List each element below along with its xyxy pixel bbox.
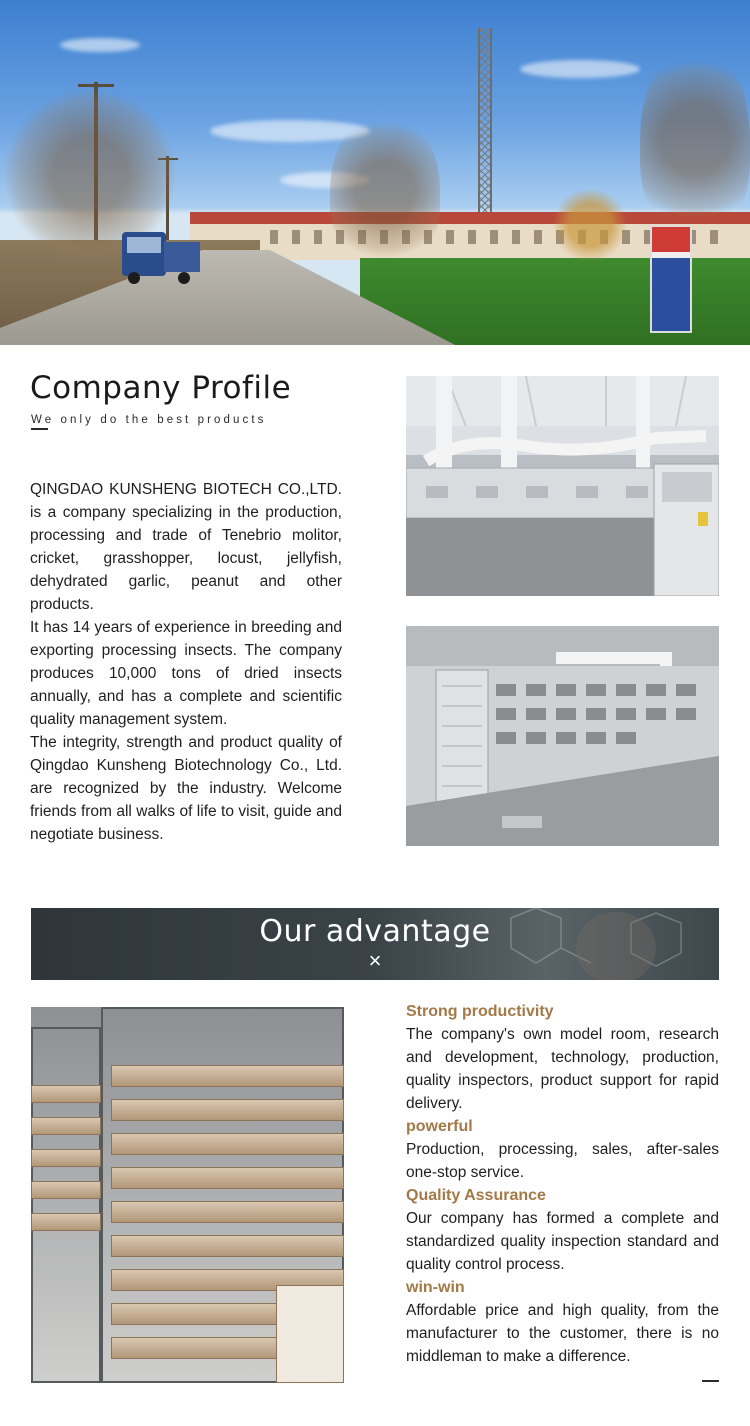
advantage-text: Affordable price and high quality, from the manufacturer to the customer, there is no middleman to make a difference. <box>406 1302 719 1365</box>
profile-paragraph: QINGDAO KUNSHENG BIOTECH CO.,LTD. is a company specializing in the production, processing and trade of Tenebrio molitor, cricket, grasshopper, locust, jellyfish, dehydrated garlic, peanut and other products. <box>30 481 342 613</box>
advantage-list <box>406 1000 719 1368</box>
advantage-text: Production, processing, sales, after-sales one-stop service. <box>406 1141 719 1181</box>
end-divider <box>702 1380 719 1382</box>
advantage-heading: powerful <box>406 1118 473 1135</box>
advantage-item <box>406 1115 719 1184</box>
profile-subtitle: We only do the best products <box>31 414 267 426</box>
advantage-heading: Quality Assurance <box>406 1187 546 1204</box>
advantage-banner <box>31 908 719 980</box>
advantage-heading: Strong productivity <box>406 1003 554 1020</box>
advantage-item <box>406 1184 719 1276</box>
advantage-text: The company's own model room, research and development, technology, production, quality inspectors, product support for rapid delivery. <box>406 1026 719 1112</box>
drying-machine-illustration <box>406 376 719 596</box>
roadside-sign <box>650 225 692 333</box>
advantage-item <box>406 1276 719 1368</box>
hero-photo-factory-entrance <box>0 0 750 345</box>
communication-tower <box>478 28 492 220</box>
close-icon: × <box>368 948 382 973</box>
page-title: Company Profile <box>30 370 292 406</box>
advantage-heading: win-win <box>406 1279 465 1296</box>
advantage-title: Our advantage <box>259 914 491 949</box>
blue-truck <box>122 232 200 284</box>
photo-breeding-racks <box>31 1007 344 1383</box>
profile-paragraph: It has 14 years of experience in breeding and exporting processing insects. The company produces 10,000 tons of dried insects annually, and has a complete and scientific quality management system. <box>30 619 342 728</box>
profile-description <box>30 478 342 846</box>
profile-paragraph: The integrity, strength and product quality of Qingdao Kunsheng Biotechnology Co., Ltd. are recognized by the industry. Welcome friends from all walks of life to visit, guide and negotiate business. <box>30 734 342 843</box>
subtitle-underline <box>31 428 48 430</box>
photo-microwave-drying-machine <box>406 376 719 596</box>
advantage-item <box>406 1000 719 1115</box>
photo-stainless-drying-equipment <box>406 626 719 846</box>
advantage-text: Our company has formed a complete and standardized quality inspection standard and quality control process. <box>406 1210 719 1273</box>
drying-equipment-illustration <box>406 626 719 846</box>
